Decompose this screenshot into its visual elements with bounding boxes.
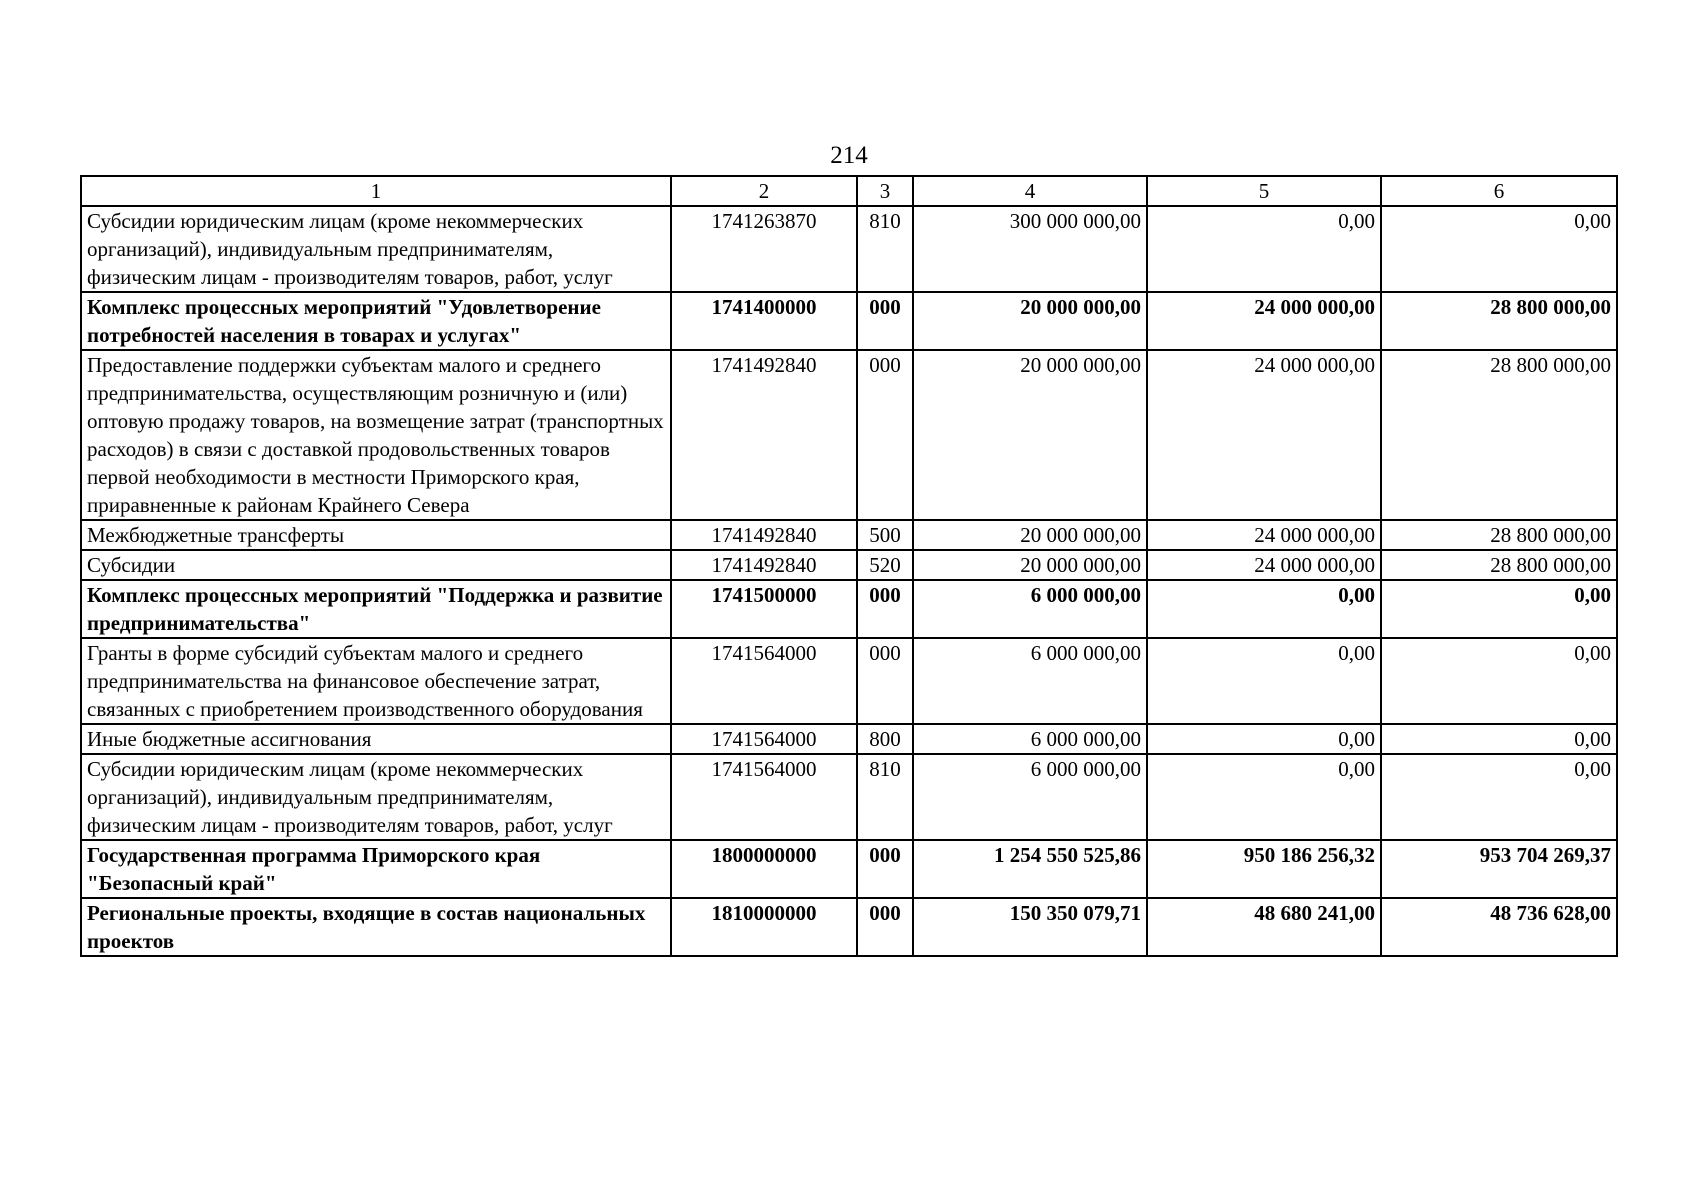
target-code: 1741400000 — [671, 292, 857, 350]
amount-column-5: 24 000 000,00 — [1147, 292, 1381, 350]
target-code: 1741492840 — [671, 550, 857, 580]
table-row — [81, 520, 1617, 550]
item-name: Предоставление поддержки субъектам малого и среднего предпринимательства, осуществляющим розничную и (или) оптовую продажу товаров, на возмещение затрат (транспортных расходов) в связи с доставкой продовольственных товаров первой необходимости в местности Приморского края, приравненные к районам Крайнего Севера — [81, 350, 671, 520]
amount-column-6: 0,00 — [1381, 206, 1617, 292]
amount-column-5: 0,00 — [1147, 580, 1381, 638]
item-name: Субсидии юридическим лицам (кроме некоммерческих организаций), индивидуальным предпринимателям, физическим лицам - производителям товаров, работ, услуг — [81, 206, 671, 292]
amount-column-4: 6 000 000,00 — [913, 638, 1147, 724]
target-code: 1741500000 — [671, 580, 857, 638]
target-code: 1741492840 — [671, 350, 857, 520]
column-header-2: 2 — [671, 176, 857, 206]
expense-type-code: 000 — [857, 350, 913, 520]
table-row — [81, 638, 1617, 724]
expense-type-code: 520 — [857, 550, 913, 580]
expense-type-code: 810 — [857, 206, 913, 292]
amount-column-4: 20 000 000,00 — [913, 350, 1147, 520]
expense-type-code: 810 — [857, 754, 913, 840]
item-name: Региональные проекты, входящие в состав национальных проектов — [81, 898, 671, 956]
amount-column-6: 48 736 628,00 — [1381, 898, 1617, 956]
amount-column-6: 28 800 000,00 — [1381, 292, 1617, 350]
target-code: 1741492840 — [671, 520, 857, 550]
amount-column-4: 20 000 000,00 — [913, 292, 1147, 350]
table-row — [81, 754, 1617, 840]
amount-column-5: 0,00 — [1147, 638, 1381, 724]
amount-column-4: 1 254 550 525,86 — [913, 840, 1147, 898]
amount-column-5: 24 000 000,00 — [1147, 520, 1381, 550]
table-row — [81, 840, 1617, 898]
amount-column-5: 24 000 000,00 — [1147, 350, 1381, 520]
item-name: Межбюджетные трансферты — [81, 520, 671, 550]
expense-type-code: 000 — [857, 580, 913, 638]
amount-column-4: 300 000 000,00 — [913, 206, 1147, 292]
table-row — [81, 550, 1617, 580]
amount-column-4: 6 000 000,00 — [913, 580, 1147, 638]
amount-column-4: 20 000 000,00 — [913, 550, 1147, 580]
expense-type-code: 000 — [857, 292, 913, 350]
target-code: 1741263870 — [671, 206, 857, 292]
item-name: Государственная программа Приморского края "Безопасный край" — [81, 840, 671, 898]
table-row — [81, 724, 1617, 754]
amount-column-5: 48 680 241,00 — [1147, 898, 1381, 956]
table-row — [81, 898, 1617, 956]
expense-type-code: 800 — [857, 724, 913, 754]
column-header-3: 3 — [857, 176, 913, 206]
target-code: 1741564000 — [671, 724, 857, 754]
target-code: 1741564000 — [671, 754, 857, 840]
amount-column-4: 150 350 079,71 — [913, 898, 1147, 956]
table-row — [81, 292, 1617, 350]
amount-column-5: 950 186 256,32 — [1147, 840, 1381, 898]
amount-column-6: 0,00 — [1381, 580, 1617, 638]
amount-column-5: 24 000 000,00 — [1147, 550, 1381, 580]
table-row — [81, 350, 1617, 520]
budget-table — [80, 175, 1618, 957]
amount-column-6: 28 800 000,00 — [1381, 550, 1617, 580]
expense-type-code: 500 — [857, 520, 913, 550]
amount-column-4: 6 000 000,00 — [913, 724, 1147, 754]
amount-column-6: 953 704 269,37 — [1381, 840, 1617, 898]
expense-type-code: 000 — [857, 898, 913, 956]
amount-column-5: 0,00 — [1147, 206, 1381, 292]
column-header-5: 5 — [1147, 176, 1381, 206]
item-name: Субсидии — [81, 550, 671, 580]
amount-column-6: 28 800 000,00 — [1381, 350, 1617, 520]
amount-column-5: 0,00 — [1147, 724, 1381, 754]
item-name: Субсидии юридическим лицам (кроме некоммерческих организаций), индивидуальным предпринимателям, физическим лицам - производителям товаров, работ, услуг — [81, 754, 671, 840]
amount-column-6: 28 800 000,00 — [1381, 520, 1617, 550]
item-name: Гранты в форме субсидий субъектам малого и среднего предпринимательства на финансовое обеспечение затрат, связанных с приобретением производственного оборудования — [81, 638, 671, 724]
amount-column-5: 0,00 — [1147, 754, 1381, 840]
amount-column-4: 6 000 000,00 — [913, 754, 1147, 840]
amount-column-6: 0,00 — [1381, 638, 1617, 724]
table-row — [81, 580, 1617, 638]
column-header-6: 6 — [1381, 176, 1617, 206]
table-row — [81, 206, 1617, 292]
amount-column-6: 0,00 — [1381, 754, 1617, 840]
amount-column-4: 20 000 000,00 — [913, 520, 1147, 550]
table-body — [81, 206, 1617, 956]
item-name: Комплекс процессных мероприятий "Удовлетворение потребностей населения в товарах и услугах" — [81, 292, 671, 350]
amount-column-6: 0,00 — [1381, 724, 1617, 754]
column-header-4: 4 — [913, 176, 1147, 206]
target-code: 1810000000 — [671, 898, 857, 956]
expense-type-code: 000 — [857, 638, 913, 724]
target-code: 1800000000 — [671, 840, 857, 898]
item-name: Иные бюджетные ассигнования — [81, 724, 671, 754]
page-number: 214 — [830, 142, 868, 169]
target-code: 1741564000 — [671, 638, 857, 724]
column-header-1: 1 — [81, 176, 671, 206]
expense-type-code: 000 — [857, 840, 913, 898]
item-name: Комплекс процессных мероприятий "Поддержка и развитие предпринимательства" — [81, 580, 671, 638]
table-header-row — [81, 176, 1617, 206]
